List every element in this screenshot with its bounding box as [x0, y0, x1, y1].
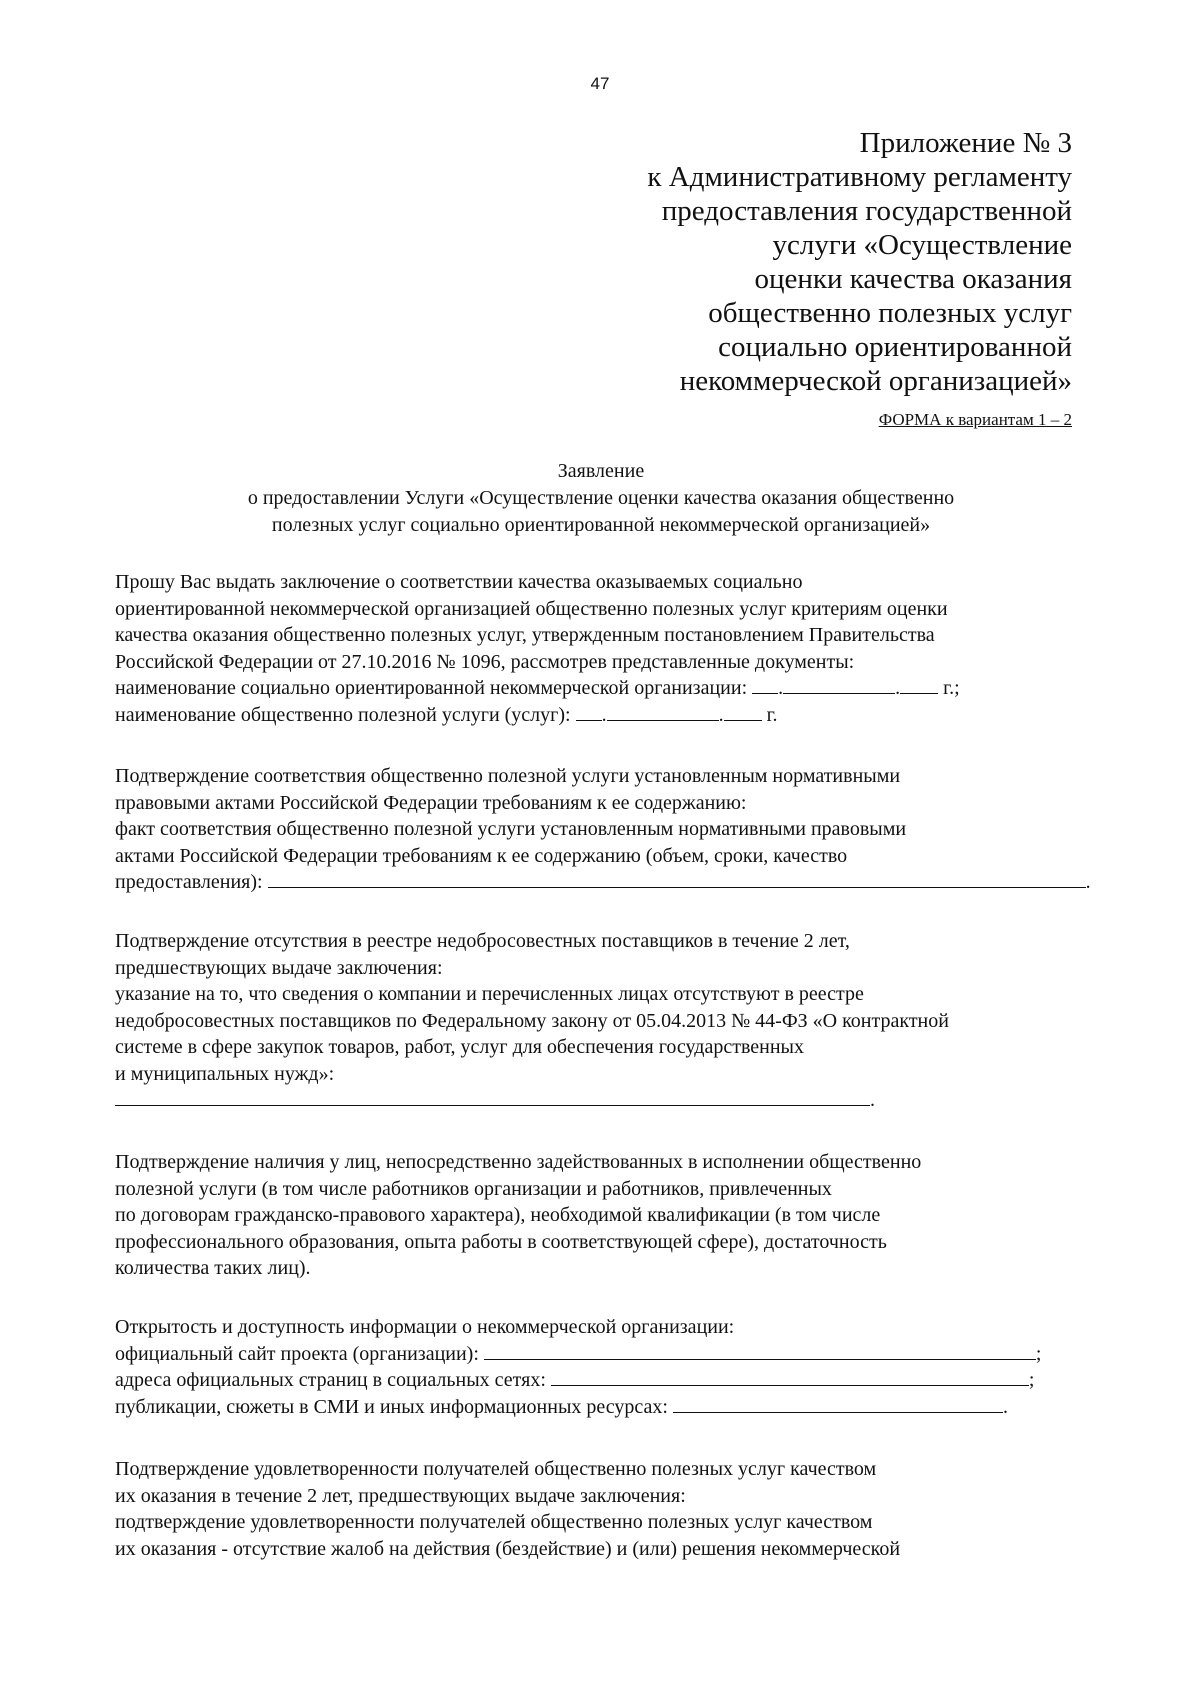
appendix-line: общественно полезных услуг	[708, 297, 1072, 329]
text-line: профессионального образования, опыта работы в соответствующей сфере), достаточность	[115, 1230, 887, 1253]
year-suffix: г.	[766, 703, 778, 726]
appendix-line: некоммерческой организацией»	[679, 365, 1072, 397]
request-section	[115, 569, 1125, 728]
service-date-day-field[interactable]	[576, 702, 602, 721]
date-separator: .	[895, 677, 901, 699]
document-title	[110, 458, 1092, 539]
org-date-year-field[interactable]	[900, 675, 938, 694]
provision-row	[115, 869, 1125, 896]
text-line: указание на то, что сведения о компании и перечисленных лицах отсутствуют в реестре	[115, 983, 864, 1005]
social-label: адреса официальных страниц в социальных сетях:	[115, 1369, 546, 1391]
text-line: Подтверждение наличия у лиц, непосредственно задействованных в исполнении общественно	[115, 1151, 922, 1173]
form-variant-label: ФОРМА к вариантам 1 – 2	[878, 410, 1072, 429]
date-separator: .	[778, 677, 784, 699]
website-label: официальный сайт проекта (организации):	[115, 1342, 479, 1365]
service-name-row	[115, 702, 1125, 729]
end-mark: .	[870, 1089, 875, 1111]
text-line: их оказания в течение 2 лет, предшествующих выдаче заключения:	[115, 1484, 686, 1507]
semicolon: ;	[1028, 1369, 1035, 1391]
website-row	[115, 1341, 1125, 1368]
website-field[interactable]	[484, 1341, 1036, 1360]
title-line: о предоставлении Услуги «Осуществление оценки качества оказания общественно	[247, 487, 955, 509]
text-line: качества оказания общественно полезных услуг, утвержденным постановлением Правительства	[115, 624, 935, 646]
provision-field[interactable]	[268, 869, 1086, 888]
text-line: количества таких лиц).	[115, 1257, 311, 1279]
org-name-label: наименование социально ориентированной некоммерческой организации:	[115, 677, 748, 699]
service-date-month-field[interactable]	[607, 702, 719, 721]
text-line: Подтверждение удовлетворенности получателей общественно полезных услуг качеством	[115, 1458, 877, 1480]
compliance-section	[115, 763, 1125, 896]
text-line: Прошу Вас выдать заключение о соответствии качества оказываемых социально	[115, 571, 803, 593]
satisfaction-section	[115, 1456, 1125, 1562]
text-line: ориентированной некоммерческой организацией общественно полезных услуг критериям оценки	[115, 597, 948, 620]
text-line: Подтверждение соответствия общественно полезной услуги установленным нормативными	[115, 765, 901, 787]
text-line: актами Российской Федерации требованиям к ее содержанию (объем, сроки, качество	[115, 844, 848, 867]
text-line: Подтверждение отсутствия в реестре недобросовестных поставщиков в течение 2 лет,	[115, 930, 850, 952]
registry-field[interactable]	[115, 1087, 870, 1106]
qualification-section	[115, 1149, 1125, 1282]
openness-heading: Открытость и доступность информации о некоммерческой организации:	[115, 1316, 735, 1338]
appendix-line: социально ориентированной	[718, 331, 1072, 363]
end-mark: .	[1002, 1395, 1008, 1418]
title-line: полезных услуг социально ориентированной некоммерческой организацией»	[271, 514, 931, 536]
text-line: и муниципальных нужд»:	[115, 1062, 335, 1085]
text-line: недобросовестных поставщиков по Федеральному закону от 05.04.2013 № 44-ФЗ «О контрактной	[115, 1009, 949, 1032]
media-row	[115, 1394, 1125, 1421]
social-row	[115, 1367, 1125, 1394]
provision-label: предоставления):	[115, 871, 263, 893]
text-line: подтверждение удовлетворенности получателей общественно полезных услуг качеством	[115, 1511, 873, 1533]
text-line: их оказания - отсутствие жалоб на действия (бездействие) и (или) решения некоммерческой	[115, 1537, 901, 1560]
appendix-line: к Административному регламенту	[647, 161, 1072, 193]
appendix-line: Приложение № 3	[859, 127, 1072, 159]
text-line: полезной услуги (в том числе работников организации и работников, привлеченных	[115, 1177, 832, 1200]
service-name-label: наименование общественно полезной услуги (услуг):	[115, 703, 571, 726]
text-line: правовыми актами Российской Федерации требованиям к ее содержанию:	[115, 791, 747, 814]
date-separator: .	[601, 703, 607, 726]
text-line: по договорам гражданско-правового характера), необходимой квалификации (в том числе	[115, 1204, 881, 1226]
appendix-header	[512, 126, 1072, 398]
text-line: предшествующих выдаче заключения:	[115, 956, 443, 979]
social-field[interactable]	[551, 1367, 1029, 1386]
year-suffix: г.;	[943, 677, 960, 699]
date-separator: .	[718, 703, 724, 726]
appendix-line: оценки качества оказания	[754, 263, 1072, 295]
text-line: системе в сфере закупок товаров, работ, услуг для обеспечения государственных	[115, 1036, 804, 1058]
end-mark: .	[1085, 871, 1091, 893]
text-line: факт соответствия общественно полезной услуги установленным нормативными правовыми	[115, 818, 907, 840]
title-heading: Заявление	[557, 460, 645, 482]
org-name-row	[115, 675, 1125, 702]
appendix-line: услуги «Осуществление	[772, 229, 1072, 261]
service-date-year-field[interactable]	[724, 702, 762, 721]
media-label: публикации, сюжеты в СМИ и иных информационных ресурсах:	[115, 1395, 668, 1418]
registry-row	[115, 1087, 1125, 1114]
page-number: 47	[590, 74, 610, 93]
appendix-line: предоставления государственной	[661, 195, 1072, 227]
semicolon: ;	[1035, 1342, 1042, 1365]
registry-section	[115, 928, 1125, 1114]
media-field[interactable]	[673, 1394, 1003, 1413]
text-line: Российской Федерации от 27.10.2016 № 1096, рассмотрев представленные документы:	[115, 650, 855, 673]
org-date-month-field[interactable]	[783, 675, 895, 694]
openness-section	[115, 1314, 1125, 1420]
org-date-day-field[interactable]	[752, 675, 778, 694]
